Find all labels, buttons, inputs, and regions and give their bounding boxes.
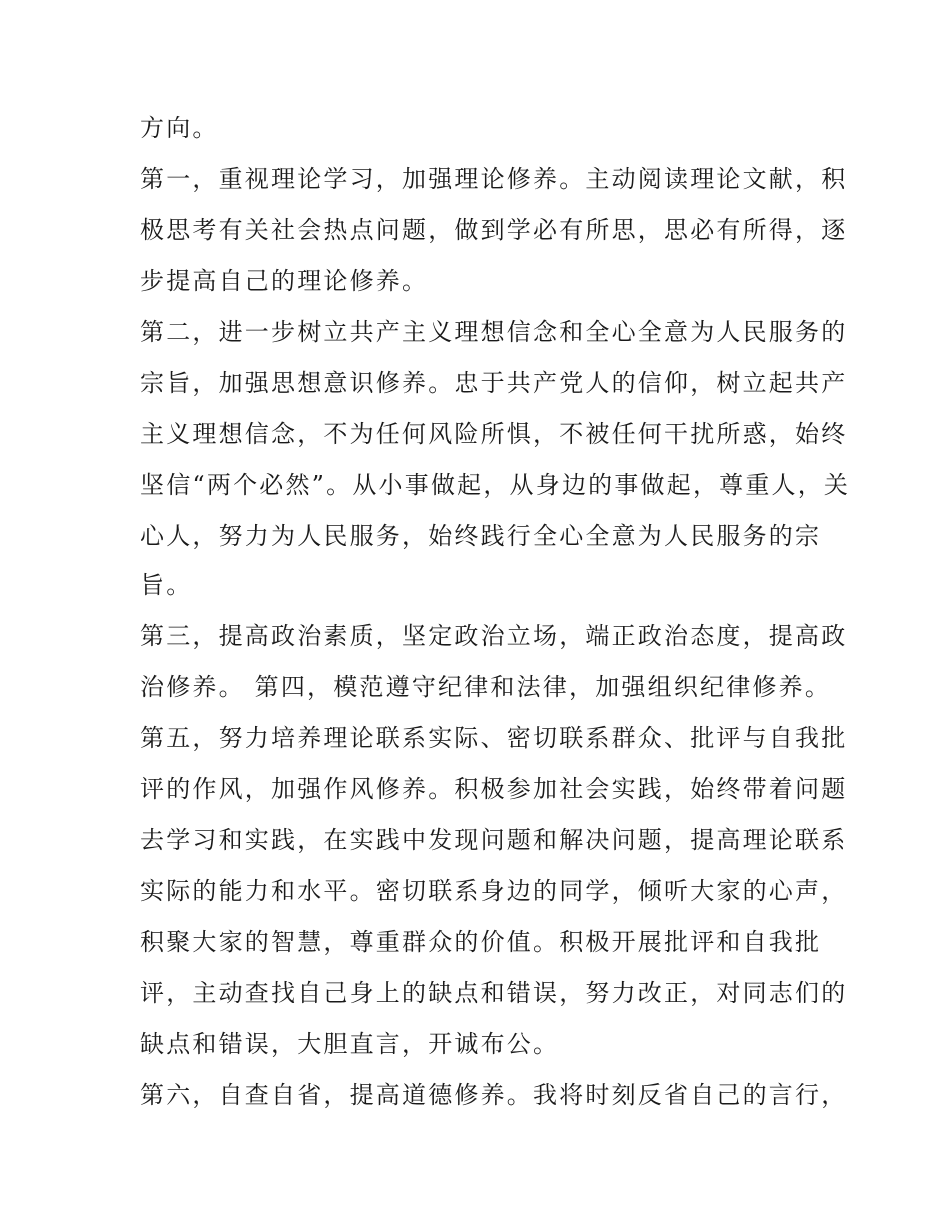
text-line: 第一，重视理论学习，加强理论修养。主动阅读理论文献，积 bbox=[140, 165, 848, 193]
text-line: 评，主动查找自己身上的缺点和错误，努力改正，对同志们的 bbox=[140, 979, 848, 1007]
text-line: 第二，进一步树立共产主义理想信念和全心全意为人民服务的 bbox=[140, 318, 848, 346]
text-line: 坚信“两个必然”。从小事做起，从身边的事做起，尊重人，关 bbox=[140, 471, 851, 499]
text-line: 去学习和实践，在实践中发现问题和解决问题，提高理论联系 bbox=[140, 826, 848, 854]
text-line: 评的作风，加强作风修养。积极参加社会实践，始终带着问题 bbox=[140, 775, 848, 803]
text-line: 积聚大家的智慧，尊重群众的价值。积极开展批评和自我批 bbox=[140, 928, 822, 956]
text-line: 极思考有关社会热点问题，做到学必有所思，思必有所得，逐 bbox=[140, 216, 848, 244]
text-line: 缺点和错误，大胆直言，开诚布公。 bbox=[140, 1030, 560, 1058]
text-line: 宗旨，加强思想意识修养。忠于共产党人的信仰，树立起共产 bbox=[140, 369, 848, 397]
text-line: 第六，自查自省，提高道德修养。我将时刻反省自己的言行， bbox=[140, 1081, 848, 1109]
text-line: 实际的能力和水平。密切联系身边的同学，倾听大家的心声， bbox=[140, 877, 848, 905]
text-line: 心人，努力为人民服务，始终践行全心全意为人民服务的宗 bbox=[140, 522, 822, 550]
text-line: 治修养。 第四，模范遵守纪律和法律，加强组织纪律修养。 bbox=[140, 673, 832, 701]
text-line: 方向。 bbox=[140, 114, 219, 142]
text-line: 旨。 bbox=[140, 571, 193, 599]
text-line: 主义理想信念，不为任何风险所惧，不被任何干扰所惑，始终 bbox=[140, 420, 848, 448]
text-line: 第五，努力培养理论联系实际、密切联系群众、批评与自我批 bbox=[140, 724, 848, 752]
text-line: 步提高自己的理论修养。 bbox=[140, 267, 429, 295]
text-line: 第三，提高政治素质，坚定政治立场，端正政治态度，提高政 bbox=[140, 622, 848, 650]
